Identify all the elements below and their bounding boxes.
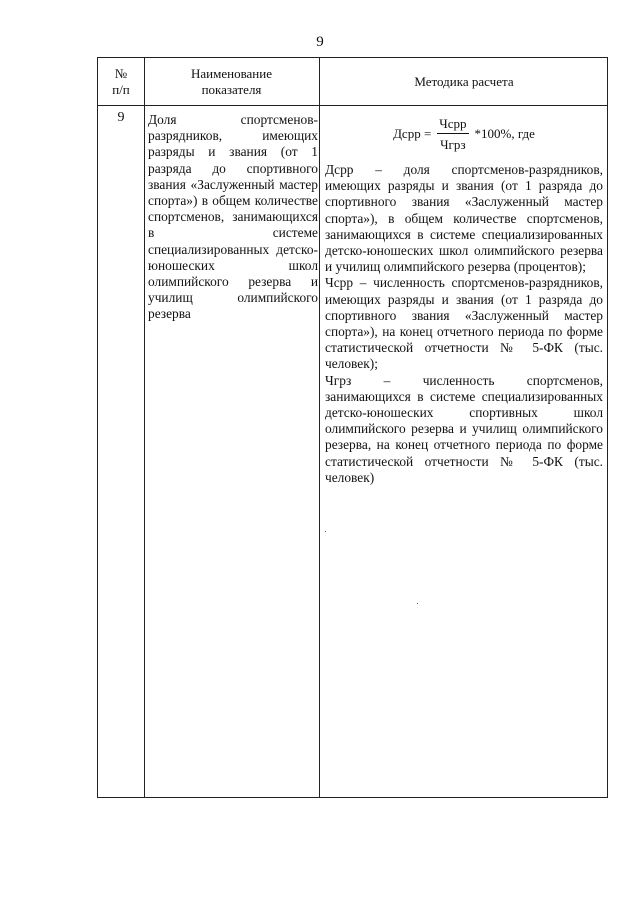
definition-dsrr: Дсрр – доля спортсменов-разрядников, имеющих разряды и звания (от 1 разряда до спортивного звания «Заслуженный мастер спорта»), в общем количестве спортсменов, занимающихся в системе специализированных детско-юношеских школ олимпийского резерва и училищ олимпийского резерва (процентов); bbox=[325, 162, 603, 275]
formula-rhs: *100%, где bbox=[474, 125, 535, 141]
row-number: 9 bbox=[117, 110, 125, 125]
indicator-name: Доля спортсменов-разрядников, имеющих разряды и звания (от 1 разряда до спортивного звания «Заслуженный мастер спорта») в общем количестве спортсменов, занимающихся в системе специализированных детско-юношеских школ олимпийского резерва и училищ олимпийского резерва bbox=[148, 112, 318, 322]
indicator-table bbox=[97, 57, 608, 798]
definition-chgrz: Чгрз – численность спортсменов, занимающихся в системе специализированных детско-юношеских спортивных школ олимпийского резерва и училищ олимпийского резерва, на конец отчетного периода по форме статистической отчетности № 5-ФК (тыс. человек) bbox=[325, 372, 603, 485]
formula-lhs: Дсрр = bbox=[393, 125, 432, 141]
column-divider bbox=[144, 58, 145, 797]
header-number: № п/п bbox=[112, 65, 130, 97]
formula bbox=[325, 116, 603, 152]
column-divider bbox=[319, 58, 320, 797]
header-indicator-name: Наименование показателя bbox=[191, 65, 272, 97]
formula-denominator: Чгрз bbox=[440, 137, 466, 152]
header-calculation-method: Методика расчета bbox=[414, 73, 514, 89]
scan-speck bbox=[325, 531, 326, 532]
header-divider bbox=[98, 105, 607, 106]
formula-fraction bbox=[437, 116, 468, 152]
formula-numerator: Чсрр bbox=[437, 116, 468, 134]
calculation-method bbox=[325, 112, 603, 486]
definition-chsrr: Чсрр – численность спортсменов-разрядников, имеющих разряды и звания (от 1 разряда до спортивного звания «Заслуженный мастер спорта»), на конец отчетного периода по форме статистической отчетности № 5-ФК (тыс. человек); bbox=[325, 275, 603, 372]
scan-speck bbox=[417, 603, 418, 604]
page-number: 9 bbox=[316, 34, 324, 50]
